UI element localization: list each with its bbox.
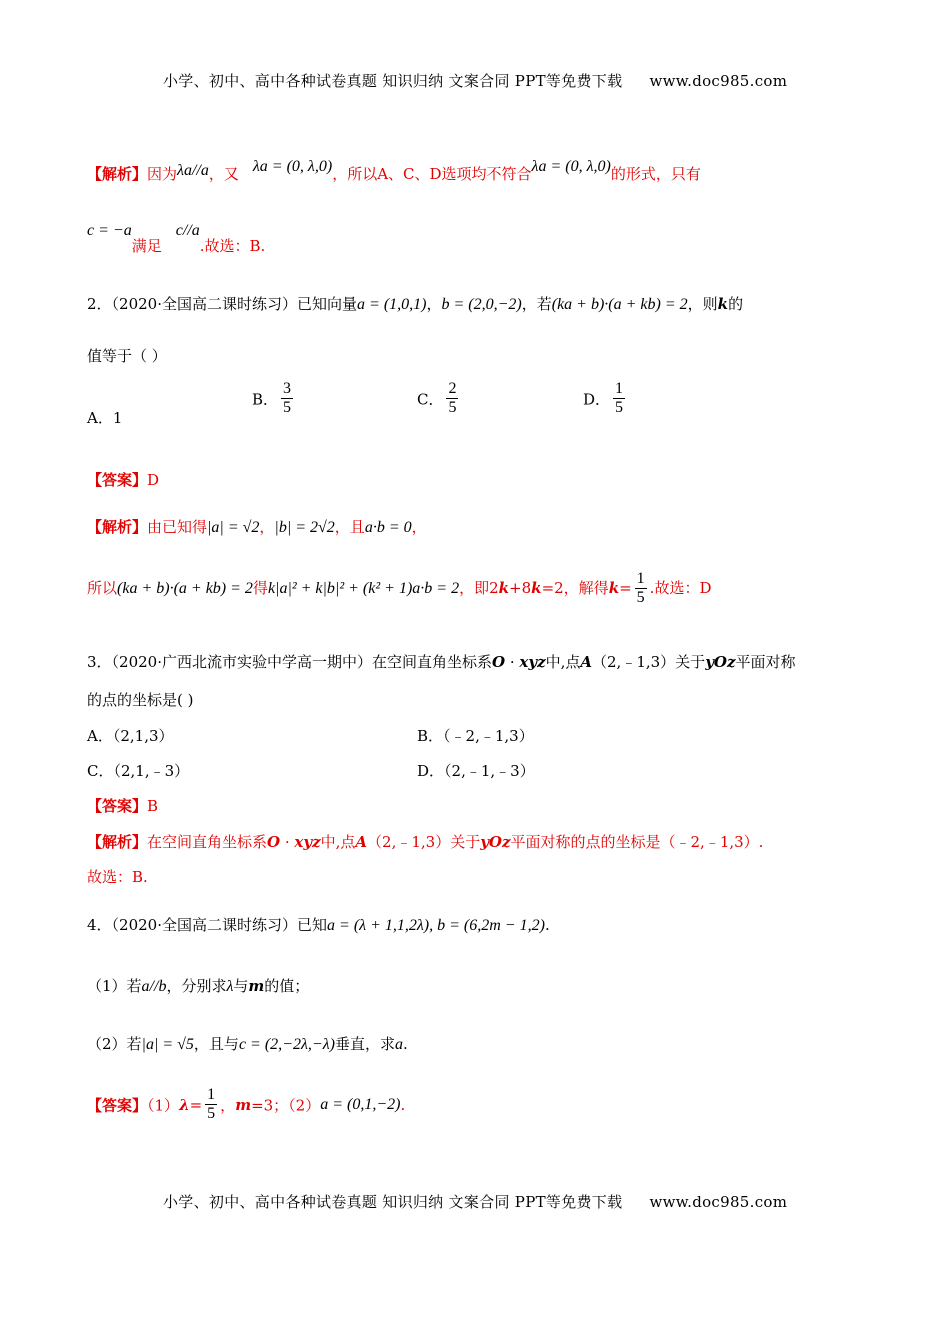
q3-analysis-line1: [87, 831, 763, 852]
numerator: 1: [613, 380, 625, 399]
math: a = (0,1,−2): [320, 1095, 401, 1113]
var: yOz: [480, 833, 511, 851]
q3-option-d[interactable]: [417, 760, 535, 781]
text: ，: [411, 518, 427, 536]
q2-answer: [87, 469, 159, 490]
option-label: C．: [417, 390, 444, 409]
var: xyz: [294, 833, 321, 851]
option-label: C．: [87, 762, 114, 780]
header-site: www.doc985.com: [649, 72, 788, 90]
option-label: B．: [417, 727, 444, 745]
q3-option-c[interactable]: [87, 760, 189, 781]
question-number: 4．: [87, 916, 112, 934]
text: .故选：D: [649, 578, 712, 597]
text: 的值；: [264, 977, 310, 995]
q4-answer: [87, 1086, 405, 1124]
q2-analysis-line1: [87, 516, 427, 537]
var: yOz: [705, 653, 736, 671]
math: |b| = 2√2: [274, 519, 335, 536]
question-number: 3．: [87, 653, 112, 671]
text: ，则: [687, 295, 718, 313]
text: 因为: [147, 165, 178, 183]
text: .: [402, 1035, 408, 1053]
question-source: （2020·广西北流市实验中学高一期中）: [111, 653, 372, 671]
text: （2,﹣1,3）关于: [367, 833, 481, 851]
analysis-tag: 【解析】: [87, 165, 148, 183]
text: ，: [426, 295, 442, 313]
var: A: [580, 653, 593, 671]
text: 的点的坐标是( ): [87, 691, 194, 709]
var: λ: [226, 978, 234, 995]
text: ，所以A、C、D选项均不符合: [332, 165, 532, 183]
var: k: [498, 578, 510, 597]
math: b = (2,0,−2): [441, 296, 522, 313]
denominator: 5: [207, 1105, 216, 1123]
math: k|a|² + k|b|² + (k² + 1)a·b = 2: [267, 579, 460, 597]
math: c = −a: [87, 222, 132, 239]
answer-value: B: [147, 797, 159, 815]
var: A: [355, 833, 368, 851]
text: 得: [252, 578, 268, 597]
text: 已知: [297, 916, 328, 934]
text: 的形式，只有: [610, 165, 701, 183]
text: （1）若: [87, 977, 142, 995]
q2-option-b[interactable]: [252, 380, 296, 418]
text: ，即2: [459, 578, 499, 597]
option-value: （2,﹣1,﹣3）: [444, 762, 535, 780]
q3-stem-line1: [87, 651, 796, 672]
text: （2,﹣1,3）关于: [592, 653, 706, 671]
numerator: 3: [281, 380, 293, 399]
text: 的: [728, 295, 744, 313]
fraction: [205, 1086, 217, 1124]
math: (ka + b)·(a + kb) = 2: [117, 579, 253, 597]
var: k: [531, 578, 542, 597]
text: ，分别求: [166, 977, 227, 995]
q3-analysis-line2: [87, 866, 148, 887]
option-value: 1: [112, 409, 123, 427]
text: +8: [509, 578, 532, 597]
text: 满足: [131, 237, 162, 255]
text: 在空间直角坐标系: [147, 833, 268, 851]
answer-value: D: [147, 471, 160, 489]
option-label: A．: [87, 409, 113, 427]
page-header: [163, 70, 787, 91]
var: m: [248, 977, 265, 995]
option-label: D．: [583, 390, 611, 409]
denominator: 5: [448, 399, 457, 417]
var: O: [267, 833, 281, 851]
q4-part2: [87, 1033, 408, 1054]
fraction: [446, 380, 458, 418]
answer-tag: 【答案】: [87, 471, 148, 489]
text: =: [619, 578, 632, 597]
text: ，: [259, 518, 275, 536]
question-source: （2020·全国高二课时练习）: [111, 916, 297, 934]
question-number: 2．: [87, 295, 112, 313]
q2-option-c[interactable]: [417, 380, 461, 418]
var: xyz: [519, 653, 546, 671]
page-footer: [163, 1191, 787, 1212]
option-value: （﹣2,﹣1,3）: [443, 727, 534, 745]
text: （2）若: [87, 1035, 142, 1053]
q3-option-a[interactable]: [87, 725, 174, 746]
answer-tag: 【答案】: [87, 797, 148, 815]
text: .故选：B.: [199, 237, 266, 255]
numerator: 1: [205, 1086, 217, 1105]
math: |a| = √5: [141, 1036, 194, 1053]
option-label: B．: [252, 390, 279, 409]
analysis-tag: 【解析】: [87, 833, 148, 851]
var: O: [492, 653, 506, 671]
q4-stem: [87, 914, 550, 935]
math: |a| = √2: [207, 519, 260, 536]
text: ·: [505, 653, 520, 671]
math: λa//a: [177, 162, 209, 179]
text: 由已知得: [147, 518, 208, 536]
text: ，且: [334, 518, 365, 536]
option-value: （2,1,3）: [112, 727, 174, 745]
text: ，: [220, 1096, 236, 1115]
text: 与: [233, 977, 249, 995]
math: λa = (0, λ,0): [252, 158, 333, 175]
text: ·: [280, 833, 295, 851]
text: ，且与: [193, 1035, 239, 1053]
var: λ: [179, 1095, 190, 1114]
option-value: （2,1,﹣3）: [113, 762, 190, 780]
q3-answer: [87, 795, 158, 816]
var: k: [608, 578, 620, 597]
math: a = (1,0,1): [357, 296, 427, 313]
math: a//b: [141, 978, 167, 995]
math: (ka + b)·(a + kb) = 2: [551, 296, 688, 313]
text: .: [544, 916, 550, 934]
q2-option-d[interactable]: [583, 380, 628, 418]
text: 垂直，求: [334, 1035, 395, 1053]
text: 已知向量: [297, 295, 358, 313]
footer-text: 小学、初中、高中各种试卷真题 知识归纳 文案合同 PPT等免费下载: [163, 1193, 623, 1211]
denominator: 5: [283, 399, 292, 417]
q2-analysis-line2: [87, 570, 711, 608]
option-label: A．: [87, 727, 113, 745]
q2-option-a[interactable]: [87, 407, 122, 428]
fraction: [613, 380, 625, 418]
q2-stem-line2: [87, 345, 167, 366]
text: 所以: [87, 578, 118, 597]
math: a·b = 0: [364, 519, 412, 536]
text: 值等于（ ）: [87, 347, 167, 365]
denominator: 5: [636, 589, 645, 607]
q1-analysis-line2: [87, 222, 265, 256]
fraction: [281, 380, 293, 418]
text: ，又: [208, 165, 239, 183]
option-label: D．: [417, 762, 445, 780]
text: 平面对称: [735, 653, 796, 671]
math: λa = (0, λ,0): [531, 158, 611, 175]
question-source: （2020·全国高二课时练习）: [111, 295, 297, 313]
text: 中,点: [320, 833, 356, 851]
denominator: 5: [615, 399, 624, 417]
text: 故选：B.: [87, 868, 148, 886]
math: a = (λ + 1,1,2λ), b = (6,2m − 1,2): [327, 917, 545, 934]
var: m: [235, 1095, 252, 1114]
q4-part1: [87, 975, 309, 996]
var: k: [717, 295, 729, 313]
math: a: [394, 1036, 403, 1053]
text: =: [189, 1095, 203, 1114]
q3-option-b[interactable]: [417, 725, 534, 746]
math: c//a: [175, 222, 200, 239]
numerator: 2: [446, 380, 458, 399]
text: ，若: [521, 295, 552, 313]
text: .: [400, 1095, 406, 1114]
text: =3；（2）: [251, 1096, 321, 1115]
q2-stem-line1: [87, 293, 743, 314]
footer-site: www.doc985.com: [649, 1193, 788, 1211]
q1-analysis-line1: [87, 158, 701, 184]
analysis-tag: 【解析】: [87, 518, 148, 536]
text: 中,点: [545, 653, 581, 671]
text: 平面对称的点的坐标是（﹣2,﹣1,3）.: [510, 833, 764, 851]
q3-stem-line2: [87, 689, 193, 710]
text: 在空间直角坐标系: [372, 653, 493, 671]
text: （1）: [147, 1096, 180, 1115]
answer-tag: 【答案】: [87, 1096, 148, 1115]
numerator: 1: [635, 570, 647, 589]
math: c = (2,−2λ,−λ): [238, 1036, 335, 1053]
text: =2，解得: [541, 578, 609, 597]
fraction: [635, 570, 647, 608]
header-text: 小学、初中、高中各种试卷真题 知识归纳 文案合同 PPT等免费下载: [163, 72, 623, 90]
